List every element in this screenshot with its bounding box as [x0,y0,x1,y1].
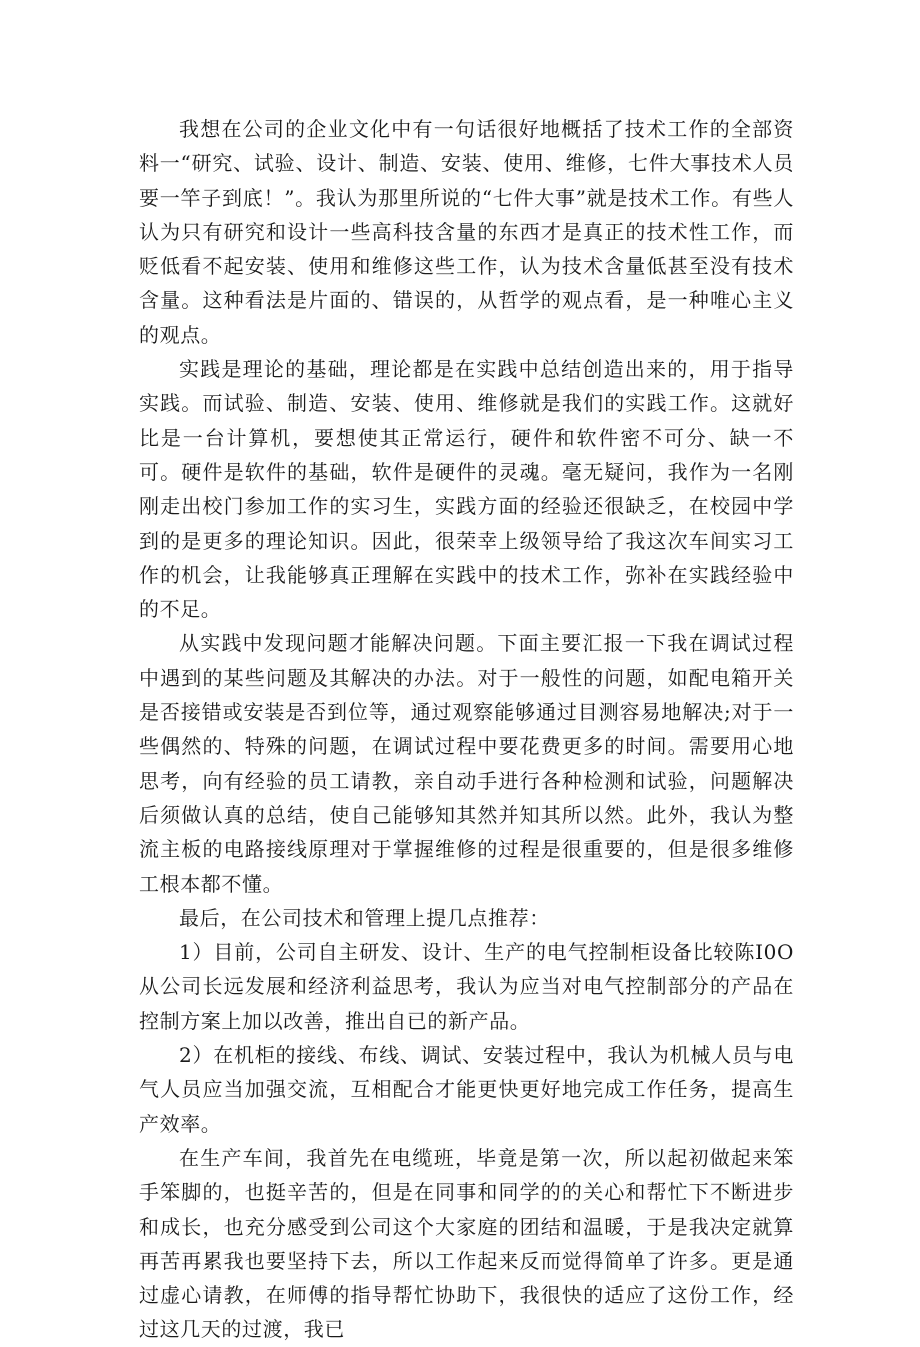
document-body [139,112,794,1347]
paragraph-recommendation-1: 1）目前，公司自主研发、设计、生产的电气控制柜设备比较陈I0O从公司长远发展和经济利益思考，我认为应当对电气控制部分的产品在控制方案上加以改善，推出自已的新产品。 [139,940,794,1033]
paragraph-workshop-experience: 在生产车间，我首先在电缆班，毕竟是第一次，所以起初做起来笨手笨脚的，也挺辛苦的，但是在同事和同学的的关心和帮忙下不断进步和成长，也充分感受到公司这个大家庭的团结和温暖，于是我决定就算再苦再累我也要坚持下去，所以工作起来反而觉得简单了许多。更是通过虚心请教，在师傅的指导帮忙协助下，我很快的适应了这份工作，经过这几天的过渡，我已 [139,1145,794,1342]
paragraph-recommendations-intro: 最后，在公司技术和管理上提几点推荐： [179,905,550,930]
paragraph-corporate-culture: 我想在公司的企业文化中有一句话很好地概括了技术工作的全部资料一“研究、试验、设计、制造、安装、使用、维修，七件大事技术人员要一竿子到底！”。我认为那里所说的“七件大事”就是技术工作。有些人认为只有研究和设计一些高科技含量的东西才是真正的技术性工作，而贬低看不起安装、使用和维修这些工作，认为技术含量低甚至没有技术含量。这种看法是片面的、错误的，从哲学的观点看，是一种唯心主义的观点。 [139,117,794,347]
paragraph-recommendation-2: 2）在机柜的接线、布线、调试、安装过程中，我认为机械人员与电气人员应当加强交流，互相配合才能更快更好地完成工作任务，提高生产效率。 [139,1043,794,1136]
paragraph-practice-theory: 实践是理论的基础，理论都是在实践中总结创造出来的，用于指导实践。而试验、制造、安装、使用、维修就是我们的实践工作。这就好比是一台计算机，要想使其正常运行，硬件和软件密不可分、缺一不可。硬件是软件的基础，软件是硬件的灵魂。毫无疑问，我作为一名刚刚走出校门参加工作的实习生，实践方面的经验还很缺乏，在校园中学到的是更多的理论知识。因此，很荣幸上级领导给了我这次车间实习工作的机会，让我能够真正理解在实践中的技术工作，弥补在实践经验中的不足。 [139,357,794,622]
paragraph-problem-solving: 从实践中发现问题才能解决问题。下面主要汇报一下我在调试过程中遇到的某些问题及其解决的办法。对于一般性的问题，如配电箱开关是否接错或安装是否到位等，通过观察能够通过目测容易地解决;对于一些偶然的、特殊的问题，在调试过程中要花费更多的时间。需要用心地思考，向有经验的员工请教，亲自动手进行各种检测和试验，问题解决后须做认真的总结，使自己能够知其然并知其所以然。此外，我认为整流主板的电路接线原理对于掌握维修的过程是很重要的，但是很多维修工根本都不懂。 [139,631,794,896]
